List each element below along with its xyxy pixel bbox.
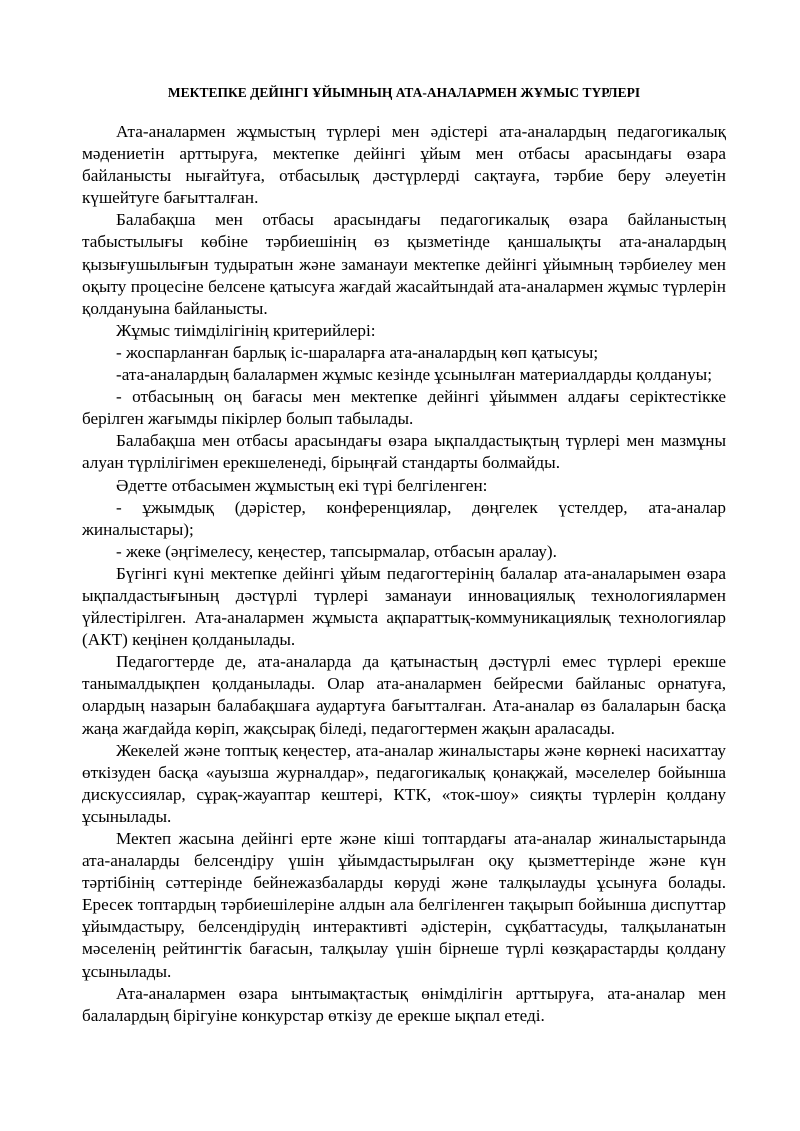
paragraph-criteria-heading: Жұмыс тиімділігінің критерийлері: bbox=[116, 320, 376, 340]
document-body bbox=[82, 121, 726, 1027]
paragraph-two-types: Әдетте отбасымен жұмыстың екі түрі белгіленген: bbox=[116, 475, 488, 495]
list-item-individual: - жеке (әңгімелесу, кеңестер, тапсырмалар, отбасын аралау). bbox=[116, 541, 557, 561]
paragraph-nontraditional-forms: Педагогтерде де, ата-аналарда да қатынастың дәстүрлі емес түрлері ерекше танымалдықпен қолданылады. Олар ата-аналармен бейресми байланыс орнатуға, олардың назарын балабақшаға аудартуға бағытталған. Ата-аналар өз балаларын басқа жаңа жағдайда көріп, жақсырақ біледі, педагогтермен жақын араласады. bbox=[82, 652, 726, 738]
paragraph-contests: Ата-аналармен өзара ынтымақтастық өнімділігін арттыруға, ата-аналар мен балалардың бірігуіне конкурстар өткізу де ерекше ықпал етеді. bbox=[82, 983, 726, 1025]
list-item-criterion-1: - жоспарланған барлық іс-шараларға ата-аналардың көп қатысуы; bbox=[116, 342, 599, 362]
list-item-criterion-2: -ата-аналардың балалармен жұмыс кезінде ұсынылған материалдарды қолдануы; bbox=[116, 365, 712, 385]
paragraph-intro: Ата-аналармен жұмыстың түрлері мен әдістері ата-аналардың педагогикалық мәдениетін арттыруға, мектепке дейінгі ұйым мен отбасы арасындағы өзара байланысты нығайтуға, отбасылық дәстүрлерді сақтауға, тәрбие беру әлеуетін күшейтуге бағытталған. bbox=[82, 122, 726, 208]
page-title: МЕКТЕПКЕ ДЕЙІНГІ ҰЙЫМНЫҢ АТА-АНАЛАРМЕН ЖҰМЫС ТҮРЛЕРІ bbox=[167, 85, 641, 100]
list-item-collective: - ұжымдық (дәрістер, конференциялар, дөңгелек үстелдер, ата-аналар жиналыстары); bbox=[82, 497, 726, 539]
paragraph-forms-variety: Балабақша мен отбасы арасындағы өзара ықпалдастықтың түрлері мен мазмұны алуан түрлілігімен ерекшеленеді, бірыңғай стандарты болмайды. bbox=[82, 431, 726, 473]
paragraph-parent-meetings: Мектеп жасына дейінгі ерте және кіші топтардағы ата-аналар жиналыстарында ата-аналарды белсендіру үшін ұйымдастырылған оқу қызметтерінде және күн тәртібінің сәттерінде бейнежазбаларды көруді және талқылауды ұсынуға болады. Ересек топтардың тәрбиешілеріне алдын ала белгіленген тақырып бойынша диспуттар ұйымдастыру, белсендірудің интерактивті әдістерін, сұқбаттасуды, талқыланатын мәселенің рейтингтік бағасын, талқылау үшін бірнеше түрлі көзқарастарды қолдану ұсынылады. bbox=[82, 829, 726, 981]
list-item-criterion-3: - отбасының оң бағасы мен мектепке дейінгі ұйыммен алдағы серіктестікке берілген жағымды пікірлер болып табылады. bbox=[82, 387, 726, 429]
paragraph-modern-technologies: Бүгінгі күні мектепке дейінгі ұйым педагогтерінің балалар ата-аналарымен өзара ықпалдастығының дәстүрлі түрлері заманауи инновациялық технологиялармен үйлестірілген. Ата-аналармен жұмыста ақпараттық-коммуникациялық технологиялар (АКТ) кеңінен қолданылады. bbox=[82, 563, 726, 650]
paragraph-cooperation-success: Балабақша мен отбасы арасындағы педагогикалық өзара байланыстың табыстылығы көбіне тәрбиешінің өз қызметінде қаншалықты ата-аналардың қызығушылығын тудыратын және заманауи мектепке дейінгі ұйымның тәрбиелеу мен оқыту процесіне белсене қатысуға жағдай жасайтындай ата-аналармен жұмыс түрлерін қолдануына байланысты. bbox=[82, 210, 726, 318]
paragraph-consultations: Жекелей және топтық кеңестер, ата-аналар жиналыстары және көрнекі насихаттау өткізуден басқа «ауызша журналдар», педагогикалық қонақжай, мәселелер бойынша дискуссиялар, сұрақ-жауаптар кештері, КТК, «ток-шоу» сияқты түрлерін қолдану ұсынылады. bbox=[82, 740, 726, 826]
